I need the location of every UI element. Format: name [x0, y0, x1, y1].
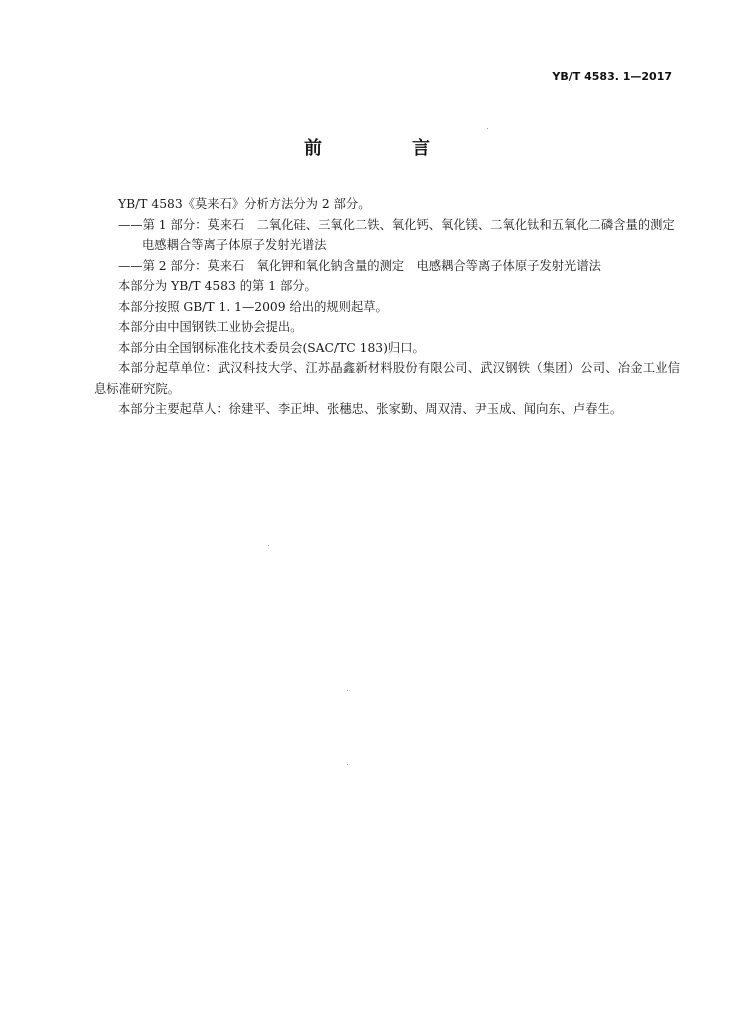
- paragraph-structure: YB/T 4583《莫来石》分析方法分为 2 部分。: [118, 197, 371, 211]
- paragraph-drafting-rules: 本部分按照 GB/T 1. 1—2009 给出的规则起草。: [118, 299, 388, 314]
- paragraph-part2: ——第 2 部分：莫来石 氧化钾和氧化钠含量的测定 电感耦合等离子体原子发射光谱法: [118, 258, 601, 273]
- foreword-body: [94, 194, 680, 420]
- scan-speck: [268, 545, 269, 546]
- scan-speck: [487, 128, 488, 129]
- scan-speck: [347, 764, 348, 765]
- standard-number: YB/T 4583. 1—2017: [552, 70, 672, 83]
- paragraph-drafters: 本部分主要起草人：徐建平、李正坤、张穗忠、张家勤、周双清、尹玉成、闻向东、卢春生。: [118, 402, 623, 416]
- scan-speck: [347, 690, 348, 691]
- paragraph-drafting-units: 本部分起草单位：武汉科技大学、江苏晶鑫新材料股份有限公司、武汉钢铁（集团）公司、冶金工业信息标准研究院。: [94, 361, 680, 396]
- paragraph-committee: 本部分由全国钢标准化技术委员会(SAC/TC 183)归口。: [118, 340, 425, 355]
- paragraph-part1-method: 电感耦合等离子体原子发射光谱法: [142, 238, 327, 252]
- page-title: 前 言: [304, 138, 466, 159]
- paragraph-proposer: 本部分由中国钢铁工业协会提出。: [118, 320, 303, 334]
- paragraph-part1: ——第 1 部分：莫来石 二氧化硅、三氧化二铁、氧化钙、氧化镁、二氧化钛和五氧化二磷含量的测定: [118, 217, 675, 232]
- paragraph-this-part: 本部分为 YB/T 4583 的第 1 部分。: [118, 279, 317, 293]
